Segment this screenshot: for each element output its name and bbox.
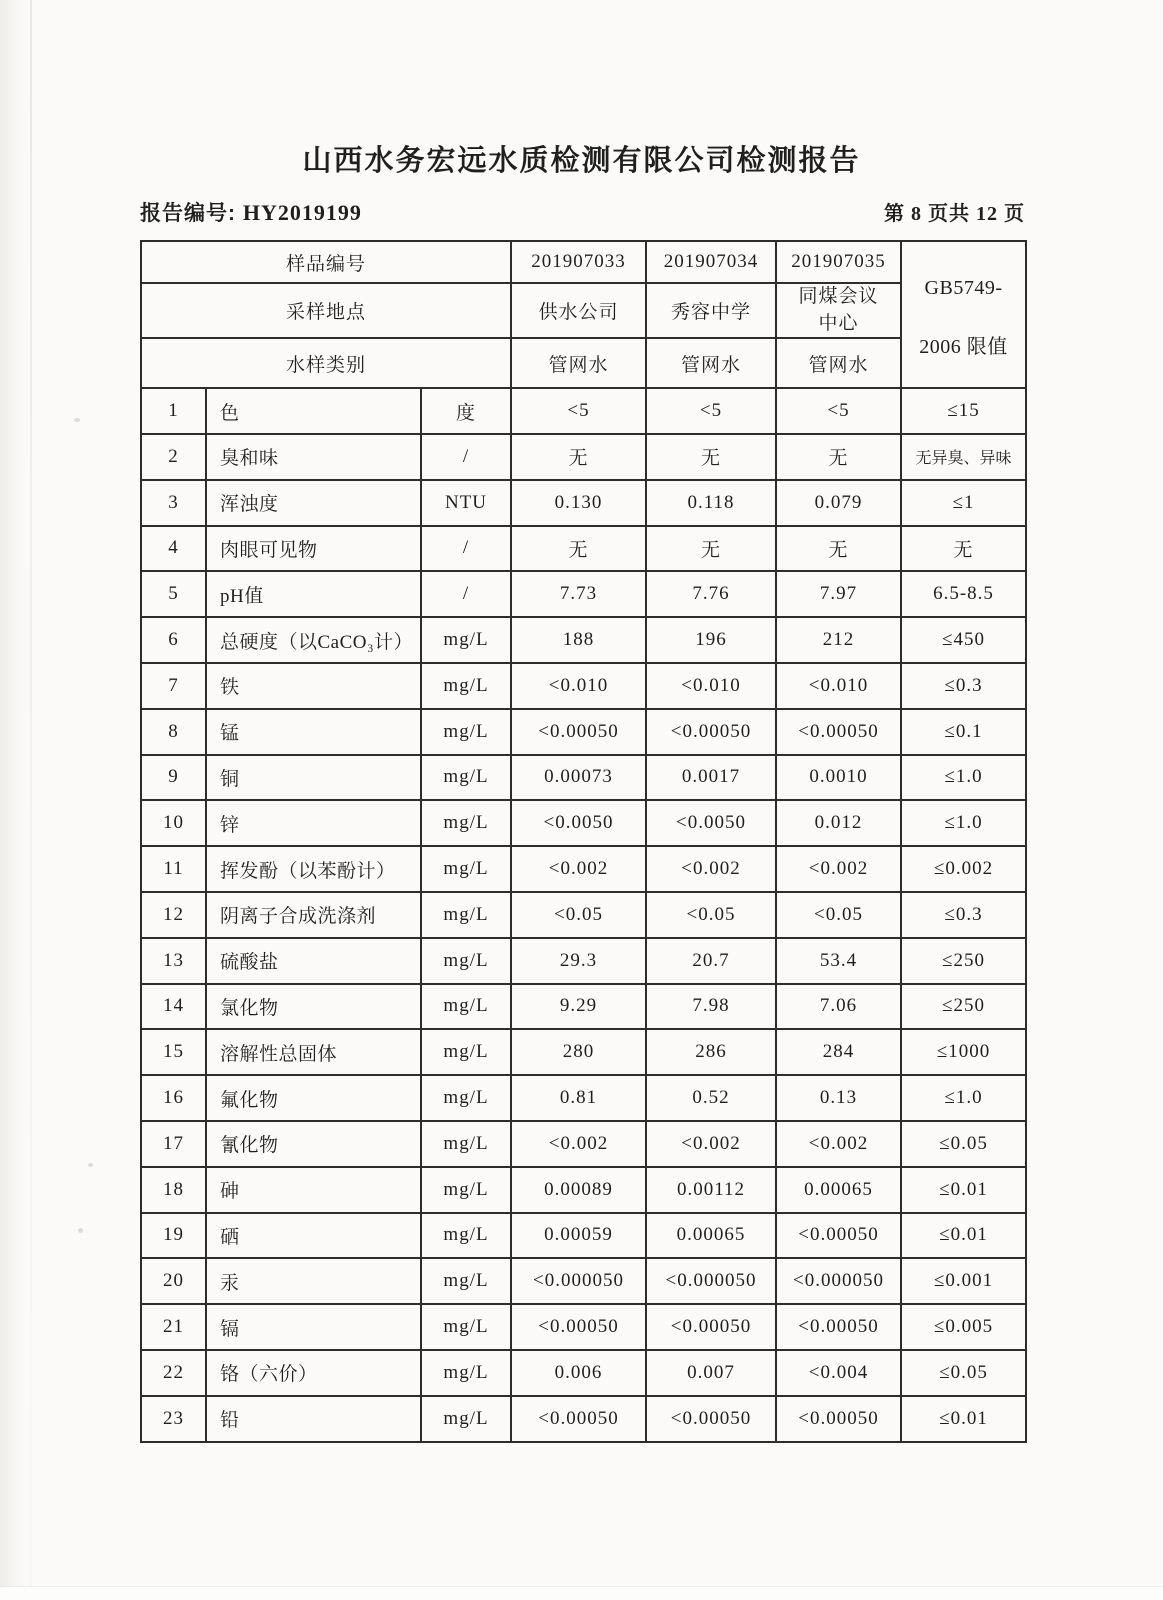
row-number: 5 [141, 571, 206, 617]
row-number: 16 [141, 1075, 206, 1121]
report-table [140, 240, 1027, 1443]
value-cell: <0.00050 [776, 709, 901, 755]
table-body [141, 388, 1026, 1441]
scan-speck [74, 418, 80, 422]
limit-cell: ≤1 [901, 480, 1026, 526]
value-cell: 0.13 [776, 1075, 901, 1121]
value-cell: 7.76 [646, 571, 776, 617]
value-cell: 0.81 [511, 1075, 646, 1121]
table-row [141, 663, 1026, 709]
unit-cell: mg/L [421, 709, 511, 755]
table-row [141, 984, 1026, 1030]
value-cell: 无 [776, 434, 901, 480]
unit-cell: mg/L [421, 1258, 511, 1304]
table-row [141, 617, 1026, 663]
value-cell: 53.4 [776, 938, 901, 984]
table-row [141, 1213, 1026, 1259]
table-row [141, 1167, 1026, 1213]
page-indicator: 第 8 页共 12 页 [884, 203, 1025, 225]
value-cell: <0.05 [776, 892, 901, 938]
value-cell: <0.002 [646, 1121, 776, 1167]
unit-cell: mg/L [421, 1213, 511, 1259]
sample-no-label: 样品编号 [141, 241, 511, 283]
value-cell: <0.00050 [646, 1396, 776, 1442]
limit-standard-header [901, 241, 1026, 388]
limit-cell: 无 [901, 526, 1026, 572]
row-number: 20 [141, 1258, 206, 1304]
parameter-name: 硫酸盐 [206, 938, 421, 984]
value-cell: 29.3 [511, 938, 646, 984]
parameter-name: 锰 [206, 709, 421, 755]
value-cell: <0.00050 [776, 1304, 901, 1350]
parameter-name: 氟化物 [206, 1075, 421, 1121]
row-number: 22 [141, 1350, 206, 1396]
value-cell: 280 [511, 1029, 646, 1075]
value-cell: 0.079 [776, 480, 901, 526]
unit-cell: mg/L [421, 617, 511, 663]
parameter-name: 溶解性总固体 [206, 1029, 421, 1075]
table-row [141, 571, 1026, 617]
unit-cell: mg/L [421, 984, 511, 1030]
table-row [141, 1075, 1026, 1121]
row-number: 7 [141, 663, 206, 709]
location-value: 秀容中学 [646, 283, 776, 338]
limit-cell: ≤1000 [901, 1029, 1026, 1075]
parameter-name: 铬（六价） [206, 1350, 421, 1396]
value-cell: <0.05 [511, 892, 646, 938]
table-row [141, 1350, 1026, 1396]
value-cell: <5 [646, 388, 776, 434]
value-cell: 0.0010 [776, 755, 901, 801]
limit-cell: ≤15 [901, 388, 1026, 434]
parameter-name: 汞 [206, 1258, 421, 1304]
unit-cell: / [421, 434, 511, 480]
value-cell: <0.000050 [776, 1258, 901, 1304]
value-cell: 7.97 [776, 571, 901, 617]
limit-cell: ≤0.3 [901, 663, 1026, 709]
sample-no-value: 201907033 [511, 241, 646, 283]
parameter-name: 镉 [206, 1304, 421, 1350]
value-cell: <0.00050 [646, 709, 776, 755]
value-cell: 0.007 [646, 1350, 776, 1396]
value-cell: 0.00065 [646, 1213, 776, 1259]
table-row [141, 755, 1026, 801]
value-cell: 无 [511, 434, 646, 480]
limit-cell: ≤1.0 [901, 1075, 1026, 1121]
parameter-name: 挥发酚（以苯酚计） [206, 846, 421, 892]
parameter-name: 总硬度（以CaCO₃计） [206, 617, 421, 663]
value-cell: 0.012 [776, 800, 901, 846]
scan-edge-artifact [0, 0, 26, 1600]
scan-speck [78, 1228, 83, 1233]
row-number: 10 [141, 800, 206, 846]
limit-cell: ≤1.0 [901, 755, 1026, 801]
row-number: 12 [141, 892, 206, 938]
sample-type-value: 管网水 [511, 338, 646, 388]
value-cell: 无 [776, 526, 901, 572]
page-title: 山西水务宏远水质检测有限公司检测报告 [302, 145, 861, 177]
parameter-name: 硒 [206, 1213, 421, 1259]
value-cell: <0.0050 [511, 800, 646, 846]
value-cell: <0.0050 [646, 800, 776, 846]
value-cell: 0.130 [511, 480, 646, 526]
unit-cell: mg/L [421, 1304, 511, 1350]
parameter-name: 氯化物 [206, 984, 421, 1030]
unit-cell: mg/L [421, 892, 511, 938]
value-cell: 0.118 [646, 480, 776, 526]
report-number [140, 197, 362, 227]
row-number: 18 [141, 1167, 206, 1213]
value-cell: 284 [776, 1029, 901, 1075]
row-number: 19 [141, 1213, 206, 1259]
scan-speck [88, 1163, 93, 1167]
limit-cell: ≤0.001 [901, 1258, 1026, 1304]
unit-cell: mg/L [421, 663, 511, 709]
row-number: 21 [141, 1304, 206, 1350]
unit-cell: NTU [421, 480, 511, 526]
value-cell: <0.00050 [776, 1213, 901, 1259]
parameter-name: 铜 [206, 755, 421, 801]
location-value [776, 283, 901, 338]
value-cell: <0.002 [776, 1121, 901, 1167]
table-row [141, 1258, 1026, 1304]
parameter-name: 锌 [206, 800, 421, 846]
limit-cell: ≤0.005 [901, 1304, 1026, 1350]
row-number: 11 [141, 846, 206, 892]
unit-cell: mg/L [421, 1167, 511, 1213]
table-row [141, 800, 1026, 846]
scan-bottom-edge [0, 1586, 1163, 1600]
table-row [141, 388, 1026, 434]
value-cell: <0.05 [646, 892, 776, 938]
value-cell: 286 [646, 1029, 776, 1075]
unit-cell: mg/L [421, 1350, 511, 1396]
value-cell: <5 [776, 388, 901, 434]
value-cell: 0.006 [511, 1350, 646, 1396]
table-row [141, 526, 1026, 572]
sample-type-label: 水样类别 [141, 338, 511, 388]
table-row [141, 892, 1026, 938]
value-cell: 0.00089 [511, 1167, 646, 1213]
limit-cell: ≤0.05 [901, 1121, 1026, 1167]
parameter-name: 氰化物 [206, 1121, 421, 1167]
limit-cell: 无异臭、异味 [901, 434, 1026, 480]
value-cell: <5 [511, 388, 646, 434]
table-row [141, 1396, 1026, 1442]
scan-fold-line [30, 0, 32, 1600]
value-cell: <0.000050 [646, 1258, 776, 1304]
table-row [141, 1304, 1026, 1350]
value-cell: <0.010 [646, 663, 776, 709]
report-number-value: HY2019199 [242, 200, 362, 225]
value-cell: 7.06 [776, 984, 901, 1030]
value-cell: <0.004 [776, 1350, 901, 1396]
value-cell: 0.00059 [511, 1213, 646, 1259]
unit-cell: / [421, 526, 511, 572]
unit-cell: mg/L [421, 938, 511, 984]
value-cell: <0.002 [511, 846, 646, 892]
row-number: 4 [141, 526, 206, 572]
header-row-sample-no [141, 241, 1026, 283]
parameter-name: 臭和味 [206, 434, 421, 480]
parameter-name: 色 [206, 388, 421, 434]
value-cell: 9.29 [511, 984, 646, 1030]
value-cell: 0.52 [646, 1075, 776, 1121]
parameter-name: 阴离子合成洗涤剂 [206, 892, 421, 938]
parameter-name: 铅 [206, 1396, 421, 1442]
limit-cell: ≤0.01 [901, 1167, 1026, 1213]
value-cell: <0.00050 [511, 1304, 646, 1350]
unit-cell: mg/L [421, 846, 511, 892]
unit-cell: 度 [421, 388, 511, 434]
header-row-location [141, 283, 1026, 338]
value-cell: <0.00050 [511, 709, 646, 755]
value-cell: 0.00073 [511, 755, 646, 801]
location-value-text: 同煤会议中心 [798, 286, 879, 334]
location-label: 采样地点 [141, 283, 511, 338]
value-cell: 0.0017 [646, 755, 776, 801]
value-cell: 0.00112 [646, 1167, 776, 1213]
limit-cell: ≤250 [901, 938, 1026, 984]
sample-no-value: 201907034 [646, 241, 776, 283]
location-value: 供水公司 [511, 283, 646, 338]
limit-cell: ≤0.05 [901, 1350, 1026, 1396]
limit-cell: ≤1.0 [901, 800, 1026, 846]
limit-cell: ≤250 [901, 984, 1026, 1030]
value-cell: 7.98 [646, 984, 776, 1030]
sample-no-value: 201907035 [776, 241, 901, 283]
table-row [141, 938, 1026, 984]
limit-cell: ≤0.1 [901, 709, 1026, 755]
row-number: 3 [141, 480, 206, 526]
sample-type-value: 管网水 [646, 338, 776, 388]
table-row [141, 1029, 1026, 1075]
row-number: 13 [141, 938, 206, 984]
unit-cell: mg/L [421, 800, 511, 846]
row-number: 14 [141, 984, 206, 1030]
limit-cell: ≤0.002 [901, 846, 1026, 892]
value-cell: <0.00050 [511, 1396, 646, 1442]
limit-standard-line1: GB5749- [924, 276, 1003, 299]
value-cell: <0.00050 [646, 1304, 776, 1350]
limit-standard-line2: 2006 限值 [919, 335, 1008, 358]
limit-cell: 6.5-8.5 [901, 571, 1026, 617]
table-header [141, 241, 1026, 388]
value-cell: 无 [646, 434, 776, 480]
parameter-name: pH值 [206, 571, 421, 617]
limit-cell: ≤0.01 [901, 1213, 1026, 1259]
limit-standard-text [902, 271, 1025, 359]
unit-cell: mg/L [421, 1121, 511, 1167]
value-cell: 196 [646, 617, 776, 663]
value-cell: <0.010 [776, 663, 901, 709]
unit-cell: mg/L [421, 1396, 511, 1442]
value-cell: <0.002 [511, 1121, 646, 1167]
parameter-name: 肉眼可见物 [206, 526, 421, 572]
value-cell: 188 [511, 617, 646, 663]
value-cell: 20.7 [646, 938, 776, 984]
row-number: 8 [141, 709, 206, 755]
unit-cell: / [421, 571, 511, 617]
unit-cell: mg/L [421, 1075, 511, 1121]
row-number: 1 [141, 388, 206, 434]
row-number: 23 [141, 1396, 206, 1442]
value-cell: 无 [511, 526, 646, 572]
parameter-name: 浑浊度 [206, 480, 421, 526]
header-row-sample-type [141, 338, 1026, 388]
row-number: 9 [141, 755, 206, 801]
value-cell: <0.00050 [776, 1396, 901, 1442]
value-cell: 无 [646, 526, 776, 572]
value-cell: 0.00065 [776, 1167, 901, 1213]
value-cell: <0.000050 [511, 1258, 646, 1304]
limit-cell: ≤450 [901, 617, 1026, 663]
table-row [141, 480, 1026, 526]
limit-cell: ≤0.3 [901, 892, 1026, 938]
table-row [141, 709, 1026, 755]
table-row [141, 1121, 1026, 1167]
value-cell: <0.010 [511, 663, 646, 709]
unit-cell: mg/L [421, 755, 511, 801]
value-cell: 212 [776, 617, 901, 663]
unit-cell: mg/L [421, 1029, 511, 1075]
parameter-name: 铁 [206, 663, 421, 709]
table-row [141, 434, 1026, 480]
row-number: 6 [141, 617, 206, 663]
value-cell: <0.002 [646, 846, 776, 892]
row-number: 15 [141, 1029, 206, 1075]
value-cell: 7.73 [511, 571, 646, 617]
sample-type-value: 管网水 [776, 338, 901, 388]
report-number-label: 报告编号: [140, 202, 236, 225]
row-number: 2 [141, 434, 206, 480]
row-number: 17 [141, 1121, 206, 1167]
limit-cell: ≤0.01 [901, 1396, 1026, 1442]
parameter-name: 砷 [206, 1167, 421, 1213]
meta-row [140, 197, 1025, 227]
value-cell: <0.002 [776, 846, 901, 892]
table-row [141, 846, 1026, 892]
